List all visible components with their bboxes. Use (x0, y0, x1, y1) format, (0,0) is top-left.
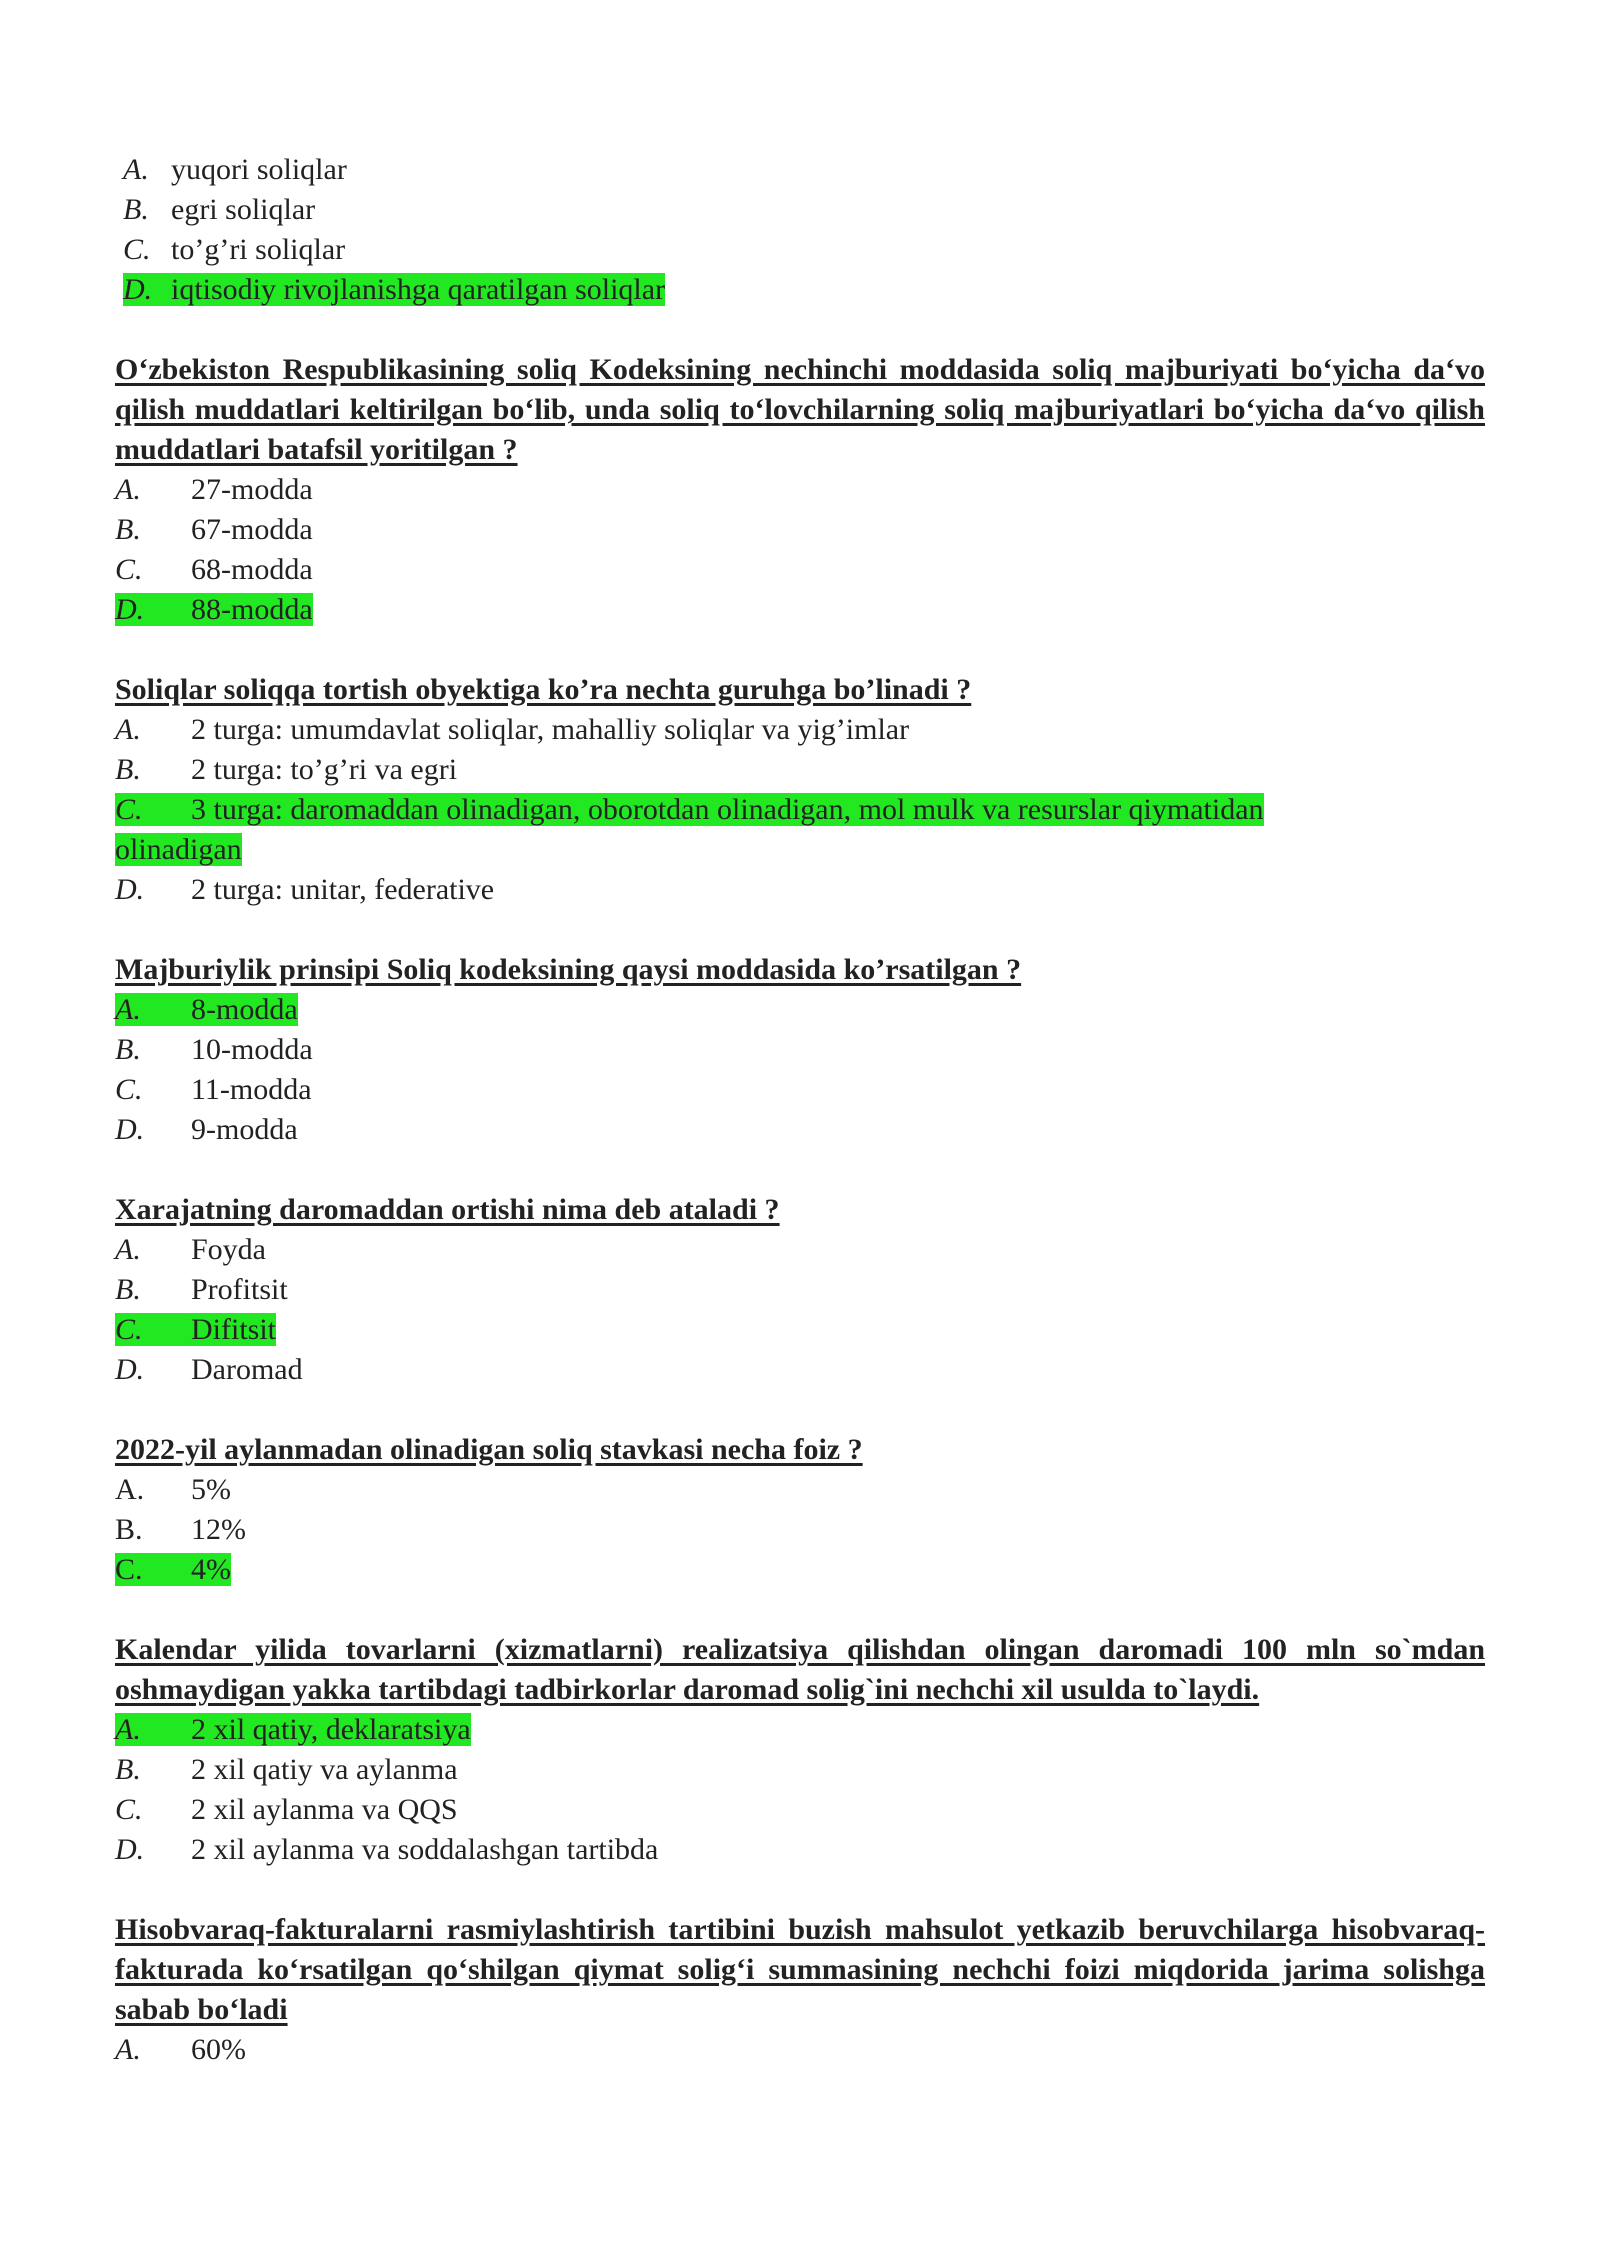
question-block-6 (115, 1630, 1485, 1870)
option-c-continuation (115, 830, 1485, 870)
option-text: 3 turga: daromaddan olinadigan, oborotdan olinadigan, mol mulk va resurslar qiymatidan (191, 793, 1264, 826)
option-letter: D. (123, 273, 153, 306)
option-text: egri soliqlar (171, 193, 316, 226)
question-block-3 (115, 950, 1485, 1150)
option-text: 10-modda (191, 1033, 313, 1066)
question-text: Soliqlar soliqqa tortish obyektiga ko’ra nechta guruhga bo’linadi ? (115, 673, 972, 706)
option-letter: D. (115, 1353, 145, 1386)
question-block-2 (115, 670, 1485, 910)
option-a (115, 1230, 1485, 1270)
option-letter: C. (115, 793, 143, 826)
option-text: yuqori soliqlar (171, 153, 347, 186)
question-text: Hisobvaraq-fakturalarni rasmiylashtirish tartibini buzish mahsulot yetkazib beruvchilarga hisobvaraq-fakturada ko‘rsatilgan qo‘shilgan qiymat solig‘i summasining nechchi foizi miqdorida jarima solishga sabab bo‘ladi (115, 1913, 1485, 2026)
question-text: Xarajatning daromaddan ortishi nima deb ataladi ? (115, 1193, 780, 1226)
correct-answer-highlight (123, 273, 665, 306)
option-c-correct (115, 790, 1485, 830)
option-letter: B. (115, 513, 141, 546)
option-letter: A. (115, 2033, 141, 2066)
option-text: Daromad (191, 1353, 303, 1386)
correct-answer-highlight (115, 1553, 231, 1586)
option-letter: C. (123, 233, 151, 266)
option-c (115, 230, 1485, 270)
option-letter: C. (115, 1553, 143, 1586)
option-c-correct (115, 1310, 1485, 1350)
option-text: 5% (191, 1473, 231, 1506)
option-d (115, 870, 1485, 910)
option-d (115, 1350, 1485, 1390)
question-block-0 (115, 150, 1485, 310)
option-a (115, 2030, 1485, 2070)
option-text: 67-modda (191, 513, 313, 546)
option-letter: C. (115, 1073, 143, 1106)
option-letter: A. (115, 473, 141, 506)
option-text: 11-modda (191, 1073, 312, 1106)
option-d (115, 1110, 1485, 1150)
option-a-correct (115, 1710, 1485, 1750)
option-text: 9-modda (191, 1113, 298, 1146)
correct-answer-highlight (115, 793, 1264, 826)
option-text: 2 xil qatiy, deklaratsiya (191, 1713, 471, 1746)
option-text: Profitsit (191, 1273, 288, 1306)
option-letter: B. (115, 1033, 141, 1066)
option-text: iqtisodiy rivojlanishga qaratilgan soliqlar (171, 273, 666, 306)
option-text: 2 xil qatiy va aylanma (191, 1753, 458, 1786)
option-letter: B. (115, 1753, 141, 1786)
option-text: 60% (191, 2033, 246, 2066)
question-text: Majburiylik prinsipi Soliq kodeksining qaysi moddasida ko’rsatilgan ? (115, 953, 1022, 986)
option-b (115, 750, 1485, 790)
option-letter: A. (115, 1713, 141, 1746)
option-letter: B. (115, 1273, 141, 1306)
option-letter: D. (115, 873, 145, 906)
option-text: 2 xil aylanma va QQS (191, 1793, 458, 1826)
option-b (115, 1270, 1485, 1310)
correct-answer-highlight (115, 1713, 471, 1746)
question-block-5 (115, 1430, 1485, 1590)
question-block-7 (115, 1910, 1485, 2070)
option-text: 27-modda (191, 473, 313, 506)
option-text: 88-modda (191, 593, 313, 626)
option-text: 2 turga: to’g’ri va egri (191, 753, 458, 786)
option-letter: A. (115, 1233, 141, 1266)
option-text: 4% (191, 1553, 231, 1586)
option-b (115, 1750, 1485, 1790)
option-letter: D. (115, 1833, 145, 1866)
option-a (115, 150, 1485, 190)
option-letter: B. (115, 1513, 143, 1546)
option-d (115, 1830, 1485, 1870)
option-text: 8-modda (191, 993, 298, 1026)
question-text: O‘zbekiston Respublikasining soliq Kodeksining nechinchi moddasida soliq majburiyati bo‘yicha da‘vo qilish muddatlari keltirilgan bo‘lib, unda soliq to‘lovchilarning soliq majburiyatlari bo‘yicha da‘vo qilish muddatlari batafsil yoritilgan ? (115, 353, 1485, 466)
option-letter: A. (123, 153, 149, 186)
option-a (115, 1470, 1485, 1510)
option-a (115, 710, 1485, 750)
option-b (115, 510, 1485, 550)
option-text: 2 turga: umumdavlat soliqlar, mahalliy soliqlar va yig’imlar (191, 713, 910, 746)
option-b (115, 190, 1485, 230)
option-b (115, 1030, 1485, 1070)
question-text: 2022-yil aylanmadan olinadigan soliq stavkasi necha foiz ? (115, 1433, 863, 1466)
option-letter: A. (115, 993, 141, 1026)
option-letter: C. (115, 1313, 143, 1346)
option-letter: C. (115, 1793, 143, 1826)
option-a (115, 470, 1485, 510)
option-letter: A. (115, 713, 141, 746)
option-text: 12% (191, 1513, 246, 1546)
option-text: 68-modda (191, 553, 313, 586)
correct-answer-highlight (115, 593, 313, 626)
option-text-continuation: olinadigan (115, 833, 242, 866)
option-letter: D. (115, 1113, 145, 1146)
option-a-correct (115, 990, 1485, 1030)
option-text: 2 turga: unitar, federative (191, 873, 495, 906)
option-c (115, 550, 1485, 590)
option-d-correct (115, 270, 1485, 310)
correct-answer-highlight (115, 993, 298, 1026)
option-d-correct (115, 590, 1485, 630)
question-block-1 (115, 350, 1485, 630)
question-block-4 (115, 1190, 1485, 1390)
option-letter: B. (115, 753, 141, 786)
option-letter: C. (115, 553, 143, 586)
option-text: 2 xil aylanma va soddalashgan tartibda (191, 1833, 659, 1866)
option-text: Difitsit (191, 1313, 277, 1346)
option-text: to’g’ri soliqlar (171, 233, 346, 266)
option-b (115, 1510, 1485, 1550)
option-letter: D. (115, 593, 145, 626)
option-c (115, 1070, 1485, 1110)
option-letter: A. (115, 1473, 145, 1506)
question-text: Kalendar yilida tovarlarni (xizmatlarni) realizatsiya qilishdan olingan daromadi 100 mln so`mdan oshmaydigan yakka tartibdagi tadbirkorlar daromad solig`ini nechchi xil usulda to`laydi. (115, 1633, 1485, 1706)
option-letter: B. (123, 193, 149, 226)
correct-answer-highlight (115, 1313, 276, 1346)
option-c-correct (115, 1550, 1485, 1590)
option-text: Foyda (191, 1233, 266, 1266)
option-c (115, 1790, 1485, 1830)
